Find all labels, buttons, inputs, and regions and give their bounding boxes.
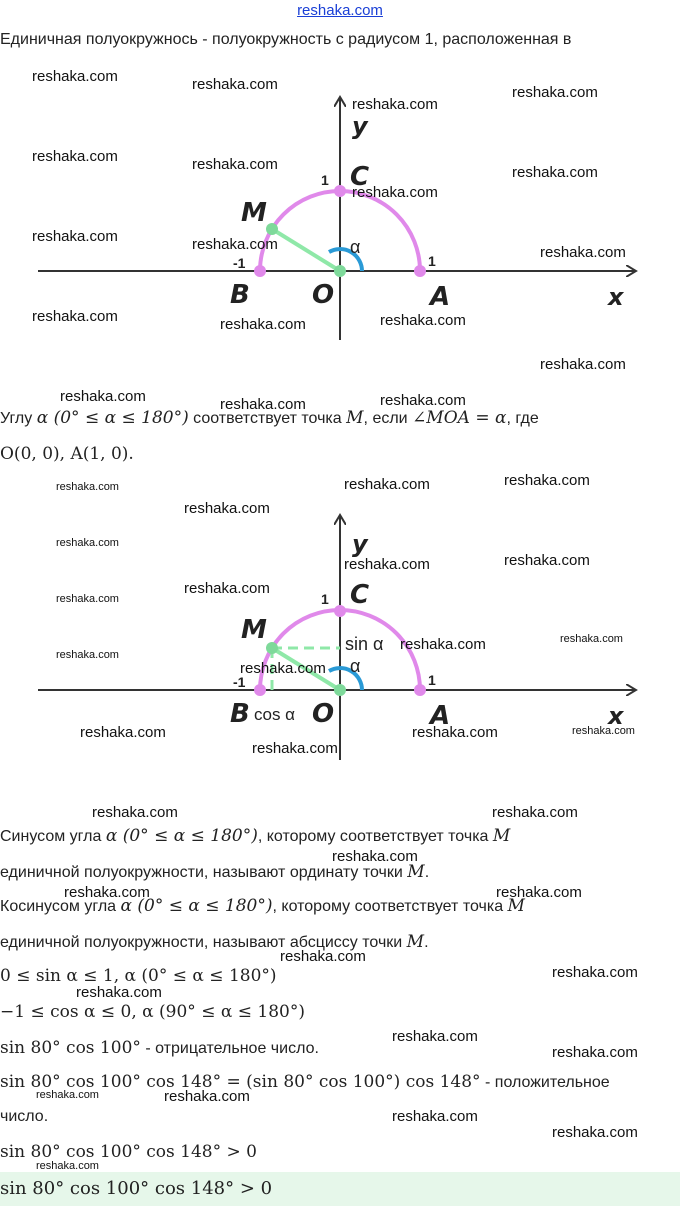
watermark: reshaka.com — [280, 948, 366, 965]
label-alpha: α — [350, 237, 361, 257]
label-x: x — [608, 283, 624, 311]
watermark: reshaka.com — [352, 184, 438, 201]
watermark: reshaka.com — [352, 96, 438, 113]
label-one-right: 1 — [428, 672, 436, 688]
watermark: reshaka.com — [32, 68, 118, 85]
label-b: B — [230, 699, 250, 729]
watermark: reshaka.com — [36, 1089, 99, 1101]
watermark: reshaka.com — [412, 724, 498, 741]
label-y: y — [352, 112, 368, 140]
site-link[interactable]: reshaka.com — [297, 2, 383, 19]
point-b — [254, 265, 266, 277]
watermark: reshaka.com — [552, 1044, 638, 1061]
label-one-top: 1 — [321, 172, 329, 188]
watermark: reshaka.com — [192, 76, 278, 93]
watermark: reshaka.com — [496, 884, 582, 901]
watermark: reshaka.com — [36, 1160, 99, 1172]
label-sin: sin α — [345, 634, 384, 654]
watermark: reshaka.com — [56, 537, 119, 549]
label-m: M — [241, 198, 267, 228]
watermark: reshaka.com — [512, 164, 598, 181]
solution-result: sin 80° cos 100° cos 148° > 0 — [0, 1142, 257, 1162]
label-m: M — [241, 615, 267, 645]
point-b — [254, 684, 266, 696]
label-one-right: 1 — [428, 253, 436, 269]
watermark: reshaka.com — [380, 392, 466, 409]
watermark: reshaka.com — [220, 396, 306, 413]
point-m — [266, 642, 278, 654]
cos-definition-line2: единичной полуокружности, называют абсциссу точки M. — [0, 932, 429, 952]
watermark: reshaka.com — [552, 964, 638, 981]
watermark: reshaka.com — [252, 740, 338, 757]
watermark: reshaka.com — [552, 1124, 638, 1141]
label-cos: cos α — [254, 705, 296, 724]
label-one-top: 1 — [321, 591, 329, 607]
point-c — [334, 605, 346, 617]
label-x: x — [608, 702, 624, 730]
watermark: reshaka.com — [220, 316, 306, 333]
figure-semicircle — [0, 80, 680, 340]
point-a — [414, 265, 426, 277]
statement-line2: O(0, 0), A(1, 0). — [0, 444, 134, 464]
point-c — [334, 185, 346, 197]
point-o — [334, 684, 346, 696]
label-minus-one: -1 — [233, 255, 246, 271]
intro-text: Единичная полуокружнось - полуокружность с радиусом 1, расположенная в — [0, 31, 572, 48]
watermark: reshaka.com — [32, 148, 118, 165]
watermark: reshaka.com — [240, 660, 326, 677]
watermark: reshaka.com — [392, 1108, 478, 1125]
inequality-cos: −1 ≤ cos α ≤ 0, α (90° ≤ α ≤ 180°) — [0, 1002, 305, 1022]
statement-line1: Углу α (0° ≤ α ≤ 180°) соответствует точка M, если ∠MOA = α, где — [0, 408, 539, 428]
label-b: B — [230, 280, 250, 310]
sin-definition-line2: единичной полуокружности, называют ординату точки M. — [0, 862, 430, 882]
watermark: reshaka.com — [60, 388, 146, 405]
watermark: reshaka.com — [560, 633, 623, 645]
watermark: reshaka.com — [504, 472, 590, 489]
point-m — [266, 223, 278, 235]
watermark: reshaka.com — [64, 884, 150, 901]
watermark: reshaka.com — [504, 552, 590, 569]
solution-step2-cont: число. — [0, 1108, 49, 1125]
watermark: reshaka.com — [32, 308, 118, 325]
point-a — [414, 684, 426, 696]
watermark: reshaka.com — [184, 500, 270, 517]
label-c: C — [350, 580, 370, 610]
watermark: reshaka.com — [92, 804, 178, 821]
watermark: reshaka.com — [192, 156, 278, 173]
label-a: A — [430, 701, 451, 731]
label-o: O — [312, 280, 335, 310]
label-a: A — [430, 282, 451, 312]
watermark: reshaka.com — [392, 1028, 478, 1045]
point-o — [334, 265, 346, 277]
watermark: reshaka.com — [184, 580, 270, 597]
label-c: C — [350, 162, 370, 192]
answer-box — [0, 1172, 680, 1206]
watermark: reshaka.com — [56, 593, 119, 605]
watermark: reshaka.com — [76, 984, 162, 1001]
watermark: reshaka.com — [332, 848, 418, 865]
watermark: reshaka.com — [56, 649, 119, 661]
watermark: reshaka.com — [192, 236, 278, 253]
watermark: reshaka.com — [380, 312, 466, 329]
sin-definition-line1: Синусом угла α (0° ≤ α ≤ 180°), которому соответствует точка M — [0, 826, 511, 846]
watermark: reshaka.com — [572, 725, 635, 737]
label-alpha: α — [350, 656, 361, 676]
watermark: reshaka.com — [400, 636, 486, 653]
watermark: reshaka.com — [164, 1088, 250, 1105]
inequality-sin: 0 ≤ sin α ≤ 1, α (0° ≤ α ≤ 180°) — [0, 966, 277, 986]
watermark: reshaka.com — [344, 556, 430, 573]
watermark: reshaka.com — [540, 244, 626, 261]
label-o: O — [312, 699, 335, 729]
watermark: reshaka.com — [540, 356, 626, 373]
watermark: reshaka.com — [512, 84, 598, 101]
solution-step1: sin 80° cos 100° - отрицательное число. — [0, 1038, 319, 1058]
solution-step2: sin 80° cos 100° cos 148° = (sin 80° cos 100°) cos 148° - положительное — [0, 1072, 610, 1092]
watermark: reshaka.com — [56, 481, 119, 493]
watermark: reshaka.com — [492, 804, 578, 821]
answer-text: sin 80° cos 100° cos 148° > 0 — [0, 1178, 273, 1199]
cos-definition-line1: Косинусом угла α (0° ≤ α ≤ 180°), которому соответствует точка M — [0, 896, 525, 916]
watermark: reshaka.com — [344, 476, 430, 493]
watermark: reshaka.com — [32, 228, 118, 245]
label-y: y — [352, 530, 368, 558]
watermark: reshaka.com — [80, 724, 166, 741]
label-minus-one: -1 — [233, 674, 246, 690]
